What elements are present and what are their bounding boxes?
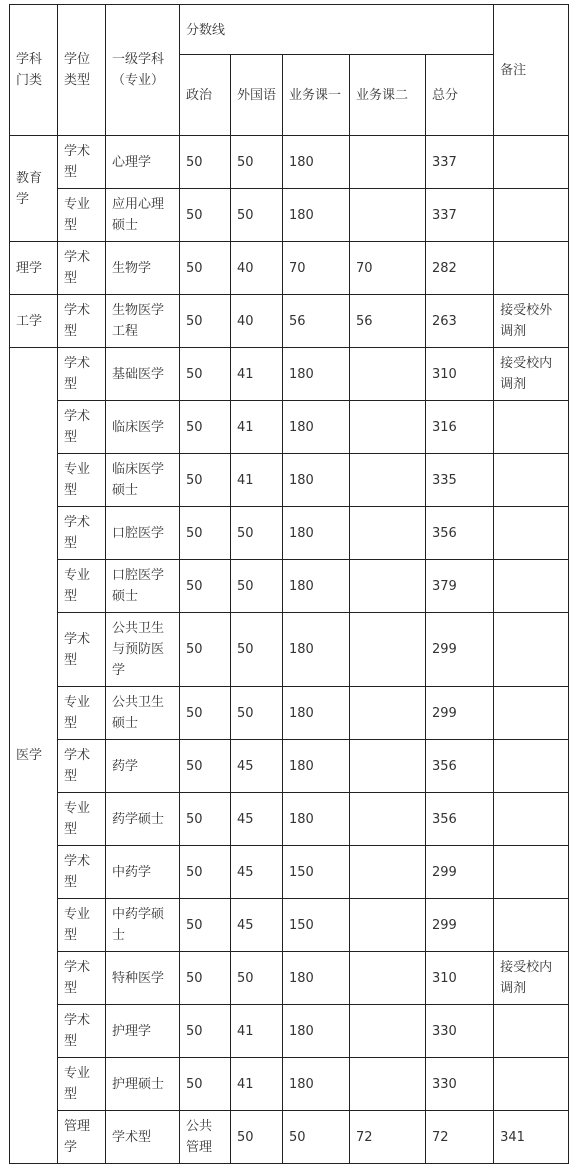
degree-type-cell: 专业型 (58, 899, 106, 952)
course2-cell (350, 401, 426, 454)
politics-cell: 50 (180, 295, 231, 348)
total-cell: 335 (426, 454, 494, 507)
course2-cell (350, 348, 426, 401)
remark-cell (494, 454, 569, 507)
subject-cell: 基础医学 (106, 348, 180, 401)
course2-cell (350, 454, 426, 507)
table-row (10, 846, 569, 899)
header-foreign-language: 外国语 (231, 55, 283, 136)
remark-cell (494, 1005, 569, 1058)
course1-cell: 180 (283, 1005, 350, 1058)
course1-cell: 180 (283, 560, 350, 613)
header-politics: 政治 (180, 55, 231, 136)
foreign-language-cell: 45 (231, 899, 283, 952)
politics-cell: 50 (180, 740, 231, 793)
remark-cell: 接受校内调剂 (494, 952, 569, 1005)
foreign-language-cell: 40 (231, 295, 283, 348)
discipline-cell: 工学 (10, 295, 58, 348)
subject-cell: 公共管理 (180, 1111, 231, 1164)
admission-score-table (9, 4, 569, 1164)
degree-type-cell: 学术型 (58, 952, 106, 1005)
politics-cell: 50 (180, 507, 231, 560)
course2-cell (350, 846, 426, 899)
table-row (10, 687, 569, 740)
course1-cell: 180 (283, 1058, 350, 1111)
degree-type-cell: 专业型 (58, 454, 106, 507)
course1-cell: 70 (283, 242, 350, 295)
total-cell: 299 (426, 613, 494, 687)
subject-cell: 中药学 (106, 846, 180, 899)
table-row (10, 793, 569, 846)
subject-cell: 生物学 (106, 242, 180, 295)
degree-type-cell: 学术型 (58, 242, 106, 295)
remark-cell (494, 401, 569, 454)
total-cell: 316 (426, 401, 494, 454)
foreign-language-cell: 50 (231, 613, 283, 687)
politics-cell: 50 (180, 136, 231, 189)
course2-cell (350, 613, 426, 687)
total-cell: 330 (426, 1058, 494, 1111)
politics-cell: 50 (180, 348, 231, 401)
course2-cell (350, 136, 426, 189)
remark-cell (494, 189, 569, 242)
total-cell: 299 (426, 846, 494, 899)
total-cell: 263 (426, 295, 494, 348)
discipline-cell: 医学 (10, 348, 58, 1164)
course2-cell (350, 507, 426, 560)
degree-type-cell: 学术型 (58, 401, 106, 454)
politics-cell: 50 (180, 846, 231, 899)
subject-cell: 护理学 (106, 1005, 180, 1058)
foreign-language-cell: 50 (231, 189, 283, 242)
foreign-language-cell: 50 (231, 952, 283, 1005)
total-cell: 337 (426, 189, 494, 242)
degree-type-cell: 学术型 (58, 295, 106, 348)
course1-cell: 72 (350, 1111, 426, 1164)
header-course2: 业务课二 (350, 55, 426, 136)
foreign-language-cell: 41 (231, 401, 283, 454)
politics-cell: 50 (180, 1058, 231, 1111)
foreign-language-cell: 50 (283, 1111, 350, 1164)
foreign-language-cell: 50 (231, 560, 283, 613)
foreign-language-cell: 45 (231, 846, 283, 899)
degree-type-cell: 专业型 (58, 793, 106, 846)
degree-type-cell: 学术型 (58, 740, 106, 793)
course2-cell: 72 (426, 1111, 494, 1164)
degree-type-cell: 学术型 (58, 136, 106, 189)
subject-cell: 护理硕士 (106, 1058, 180, 1111)
course2-cell (350, 1058, 426, 1111)
course1-cell: 150 (283, 899, 350, 952)
degree-type-cell: 专业型 (58, 687, 106, 740)
total-cell: 310 (426, 952, 494, 1005)
subject-cell: 生物医学工程 (106, 295, 180, 348)
foreign-language-cell: 50 (231, 507, 283, 560)
table-row (10, 507, 569, 560)
course2-cell (350, 793, 426, 846)
degree-type-cell: 学术型 (58, 348, 106, 401)
table-row (10, 454, 569, 507)
remark-cell (494, 1058, 569, 1111)
table-row (10, 560, 569, 613)
course1-cell: 180 (283, 454, 350, 507)
total-cell: 299 (426, 899, 494, 952)
remark-cell: 接受校内调剂 (494, 348, 569, 401)
politics-cell: 50 (180, 560, 231, 613)
remark-cell (494, 613, 569, 687)
politics-cell: 50 (180, 189, 231, 242)
subject-cell: 药学 (106, 740, 180, 793)
table-row (10, 1058, 569, 1111)
table-row (10, 242, 569, 295)
table-row (10, 189, 569, 242)
foreign-language-cell: 50 (231, 136, 283, 189)
table-row (10, 295, 569, 348)
foreign-language-cell: 45 (231, 740, 283, 793)
subject-cell: 临床医学 (106, 401, 180, 454)
course2-cell (350, 952, 426, 1005)
politics-cell: 50 (180, 613, 231, 687)
total-cell: 356 (426, 793, 494, 846)
subject-cell: 心理学 (106, 136, 180, 189)
header-discipline: 学科门类 (10, 5, 58, 136)
remark-cell (494, 560, 569, 613)
foreign-language-cell: 50 (231, 687, 283, 740)
discipline-cell: 教育学 (10, 136, 58, 242)
foreign-language-cell: 41 (231, 454, 283, 507)
course2-cell (350, 740, 426, 793)
total-cell: 356 (426, 507, 494, 560)
degree-type-cell: 专业型 (58, 189, 106, 242)
subject-cell: 口腔医学硕士 (106, 560, 180, 613)
total-cell: 379 (426, 560, 494, 613)
politics-cell: 50 (180, 401, 231, 454)
remark-cell (494, 687, 569, 740)
course1-cell: 150 (283, 846, 350, 899)
total-cell: 299 (426, 687, 494, 740)
degree-type-cell: 专业型 (58, 1058, 106, 1111)
politics-cell: 50 (180, 793, 231, 846)
total-cell: 341 (494, 1111, 569, 1164)
remark-cell: 接受校外调剂 (494, 295, 569, 348)
subject-cell: 应用心理硕士 (106, 189, 180, 242)
course1-cell: 180 (283, 348, 350, 401)
course2-cell: 56 (350, 295, 426, 348)
total-cell: 330 (426, 1005, 494, 1058)
total-cell: 282 (426, 242, 494, 295)
remark-cell (494, 899, 569, 952)
subject-cell: 公共卫生硕士 (106, 687, 180, 740)
degree-type-cell: 学术型 (106, 1111, 180, 1164)
table-row (10, 348, 569, 401)
degree-type-cell: 学术型 (58, 846, 106, 899)
total-cell: 337 (426, 136, 494, 189)
header-subject: 一级学科（专业） (106, 5, 180, 136)
course2-cell: 70 (350, 242, 426, 295)
subject-cell: 公共卫生与预防医学 (106, 613, 180, 687)
subject-cell: 中药学硕士 (106, 899, 180, 952)
subject-cell: 口腔医学 (106, 507, 180, 560)
course1-cell: 180 (283, 507, 350, 560)
politics-cell: 50 (180, 687, 231, 740)
remark-cell (494, 136, 569, 189)
header-score-line: 分数线 (180, 5, 494, 55)
header-degree-type: 学位类型 (58, 5, 106, 136)
politics-cell: 50 (180, 899, 231, 952)
course1-cell: 180 (283, 613, 350, 687)
foreign-language-cell: 41 (231, 1005, 283, 1058)
header-row-1 (10, 5, 569, 55)
remark-cell (494, 846, 569, 899)
politics-cell: 50 (180, 454, 231, 507)
foreign-language-cell: 41 (231, 348, 283, 401)
course2-cell (350, 899, 426, 952)
foreign-language-cell: 40 (231, 242, 283, 295)
header-total: 总分 (426, 55, 494, 136)
foreign-language-cell: 45 (231, 793, 283, 846)
discipline-cell: 管理学 (58, 1111, 106, 1164)
course1-cell: 180 (283, 401, 350, 454)
course1-cell: 180 (283, 136, 350, 189)
remark-cell (494, 507, 569, 560)
politics-cell: 50 (180, 242, 231, 295)
table-row (10, 952, 569, 1005)
course1-cell: 180 (283, 793, 350, 846)
table-row (10, 1005, 569, 1058)
course1-cell: 180 (283, 189, 350, 242)
subject-cell: 临床医学硕士 (106, 454, 180, 507)
table-row (10, 1111, 569, 1164)
table-row (10, 401, 569, 454)
course1-cell: 180 (283, 740, 350, 793)
course1-cell: 180 (283, 952, 350, 1005)
course2-cell (350, 189, 426, 242)
politics-cell: 50 (180, 952, 231, 1005)
total-cell: 310 (426, 348, 494, 401)
course1-cell: 56 (283, 295, 350, 348)
course2-cell (350, 687, 426, 740)
degree-type-cell: 学术型 (58, 613, 106, 687)
subject-cell: 特种医学 (106, 952, 180, 1005)
header-course1: 业务课一 (283, 55, 350, 136)
subject-cell: 药学硕士 (106, 793, 180, 846)
politics-cell: 50 (180, 1005, 231, 1058)
remark-cell (494, 242, 569, 295)
degree-type-cell: 学术型 (58, 1005, 106, 1058)
politics-cell: 50 (231, 1111, 283, 1164)
table-row (10, 613, 569, 687)
course2-cell (350, 560, 426, 613)
header-remark: 备注 (494, 5, 569, 136)
remark-cell (494, 740, 569, 793)
course1-cell: 180 (283, 687, 350, 740)
table-row (10, 899, 569, 952)
total-cell: 356 (426, 740, 494, 793)
foreign-language-cell: 41 (231, 1058, 283, 1111)
degree-type-cell: 专业型 (58, 560, 106, 613)
degree-type-cell: 学术型 (58, 507, 106, 560)
table-row (10, 740, 569, 793)
remark-cell (494, 793, 569, 846)
course2-cell (350, 1005, 426, 1058)
discipline-cell: 理学 (10, 242, 58, 295)
table-row (10, 136, 569, 189)
